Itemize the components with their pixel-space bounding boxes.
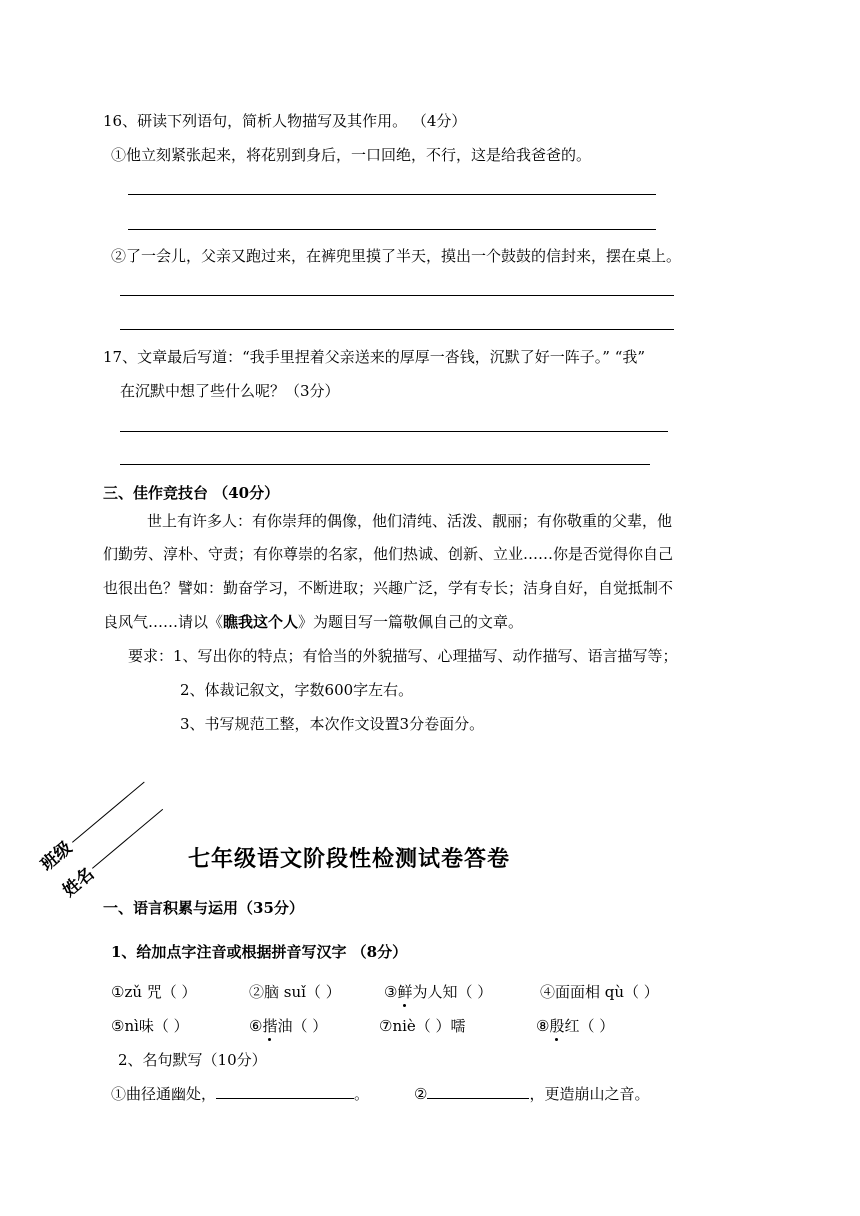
answer-line[interactable] [128,229,656,230]
sentence-text: ，更造崩山之音。 [529,1085,650,1103]
item-number: ③ [384,983,398,1001]
fill-blank-2[interactable] [427,1084,529,1099]
fill-in-sentence [414,1083,649,1104]
answer-line[interactable] [120,464,650,465]
item-text: 红（ ） [564,1017,615,1035]
name-fill-line[interactable] [92,809,163,869]
sentence-text: ①曲径通幽处， [111,1085,217,1103]
essay-requirement-1: 要求：1、写出你的特点；有恰当的外貌描写、心理描写、动作描写、语言描写等； [128,647,678,665]
dotted-char: 殷 [549,1017,565,1035]
section-3-heading: 三、佳作竞技台 （40分） [103,484,280,502]
answer-line[interactable] [120,329,674,330]
essay-prompt-line: 们勤劳、淳朴、守责；有你尊崇的名家，他们热诚、创新、立业……你是否觉得你自己 [103,545,674,563]
pinyin-item-2[interactable]: ②脑 suǐ（ ） [249,983,341,1001]
question-17-line-2: 在沉默中想了些什么呢？（3分） [120,382,340,400]
question-1-heading: 1、给加点字注音或根据拼音写汉字 （8分） [111,943,408,961]
sentence-text: ② [414,1085,428,1103]
pinyin-item-1[interactable]: ①zǔ 咒（ ） [111,983,197,1001]
pinyin-item-6[interactable] [249,1015,327,1036]
fill-blank-1[interactable] [216,1084,354,1099]
item-number: ⑧ [536,1017,550,1035]
question-16-sentence-1: ①他立刻紧张起来，将花别到身后，一口回绝，不行，这是给我爸爸的。 [111,146,592,164]
sentence-text: 。 [354,1085,370,1103]
pinyin-item-3[interactable] [384,981,492,1002]
question-16-title: 16、研读下列语句，简析人物描写及其作用。 （4分） [103,112,467,130]
answer-sheet-title: 七年级语文阶段性检测试卷答卷 [188,846,511,872]
question-17-line-1: 17、文章最后写道：“我手里捏着父亲送来的厚厚一沓钱，沉默了好一阵子。” “我” [103,348,646,366]
essay-title: 瞧我这个人 [223,613,299,631]
essay-prompt-line: 世上有许多人：有你崇拜的偶像，他们清纯、活泼、靓丽；有你敬重的父辈，他 [147,512,673,530]
answer-line[interactable] [120,295,674,296]
pinyin-item-5[interactable]: ⑤nì味（ ） [111,1017,189,1035]
dotted-char: 鲜 [397,983,413,1001]
pinyin-item-4[interactable]: ④面面相 qù（ ） [540,983,659,1001]
item-text: 油（ ） [277,1017,328,1035]
question-2-heading: 2、名句默写（10分） [118,1051,267,1069]
class-label: 班级 [37,837,77,876]
pinyin-item-8[interactable] [536,1015,614,1036]
essay-prompt-line [103,611,523,632]
answer-line[interactable] [120,431,668,432]
pinyin-item-7[interactable]: ⑦niè（ ）嚅 [379,1017,466,1035]
essay-prompt-text: 良风气……请以《 [103,613,224,631]
answer-line[interactable] [128,194,656,195]
name-label: 姓名 [59,863,99,902]
item-number: ⑥ [249,1017,263,1035]
part-1-heading: 一、语言积累与运用（35分） [103,899,304,917]
fill-in-sentence [111,1083,369,1104]
item-text: 为人知（ ） [412,983,493,1001]
question-16-sentence-2: ②了一会儿，父亲又跑过来，在裤兜里摸了半天，摸出一个鼓鼓的信封来，摆在桌上。 [111,247,682,265]
essay-prompt-text: 》为题目写一篇敬佩自己的文章。 [298,613,524,631]
essay-prompt-line: 也很出色？譬如：勤奋学习，不断进取；兴趣广泛，学有专长；洁身自好，自觉抵制不 [103,579,674,597]
essay-requirement-2: 2、体裁记叙文，字数600字左右。 [180,681,414,699]
dotted-char: 揩 [262,1017,278,1035]
essay-requirement-3: 3、书写规范工整，本次作文设置3分卷面分。 [180,715,485,733]
